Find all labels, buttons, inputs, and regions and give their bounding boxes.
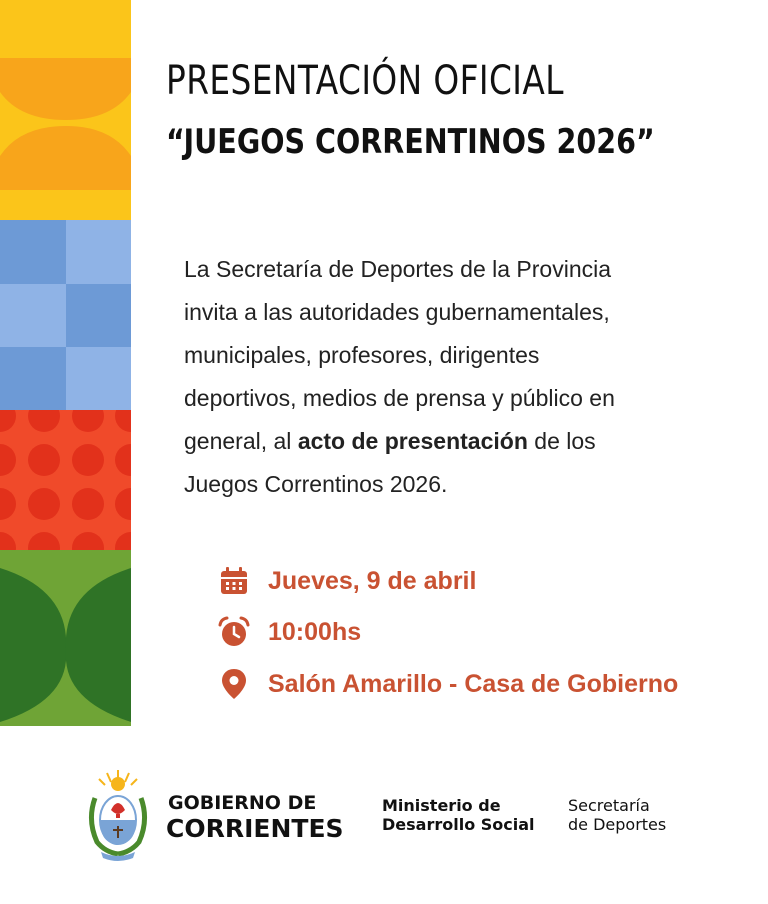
secretary-line-2: de Deportes (568, 815, 667, 834)
secretary-line-1: Secretaría (568, 796, 650, 815)
blue-checker-block (0, 220, 131, 410)
decorative-side-pattern (0, 0, 131, 726)
ministry-line-2: Desarrollo Social (382, 815, 535, 834)
government-name-line-2: CORRIENTES (166, 814, 344, 843)
government-name-line-1: GOBIERNO DE (168, 792, 317, 814)
paragraph-text-end: de los Juegos Correntinos 2026. (184, 428, 596, 497)
title-line-2: “JUEGOS CORRENTINOS 2026” (166, 122, 655, 162)
alarm-clock-icon (218, 616, 250, 648)
green-leaf-block (0, 550, 131, 726)
leaf-pattern (0, 550, 131, 726)
paragraph-bold-text: acto de presentación (297, 428, 528, 454)
red-dots-block (0, 410, 131, 550)
title-line-1: PRESENTACIÓN OFICIAL (166, 58, 564, 104)
paragraph-text: La Secretaría de Deportes de la Provincia invita a las autoridades gubernamentales, municipales, profesores, dirigentes deportivos, medios de prensa y público en general, al (184, 256, 615, 454)
event-time-row (218, 616, 361, 648)
province-seal-icon (85, 768, 151, 864)
ministry-line-1: Ministerio de (382, 796, 501, 815)
invitation-paragraph (184, 248, 654, 506)
event-date-row (218, 565, 476, 597)
event-time: 10:00hs (268, 617, 362, 646)
calendar-icon (218, 565, 250, 597)
dots-pattern (0, 410, 131, 550)
event-place-row (218, 668, 678, 700)
event-place: Salón Amarillo - Casa de Gobierno (268, 669, 679, 698)
yellow-pattern-block (0, 0, 131, 220)
location-pin-icon (218, 668, 250, 700)
petal-pattern (0, 0, 131, 220)
event-date: Jueves, 9 de abril (268, 566, 477, 595)
checker-pattern (0, 220, 131, 410)
